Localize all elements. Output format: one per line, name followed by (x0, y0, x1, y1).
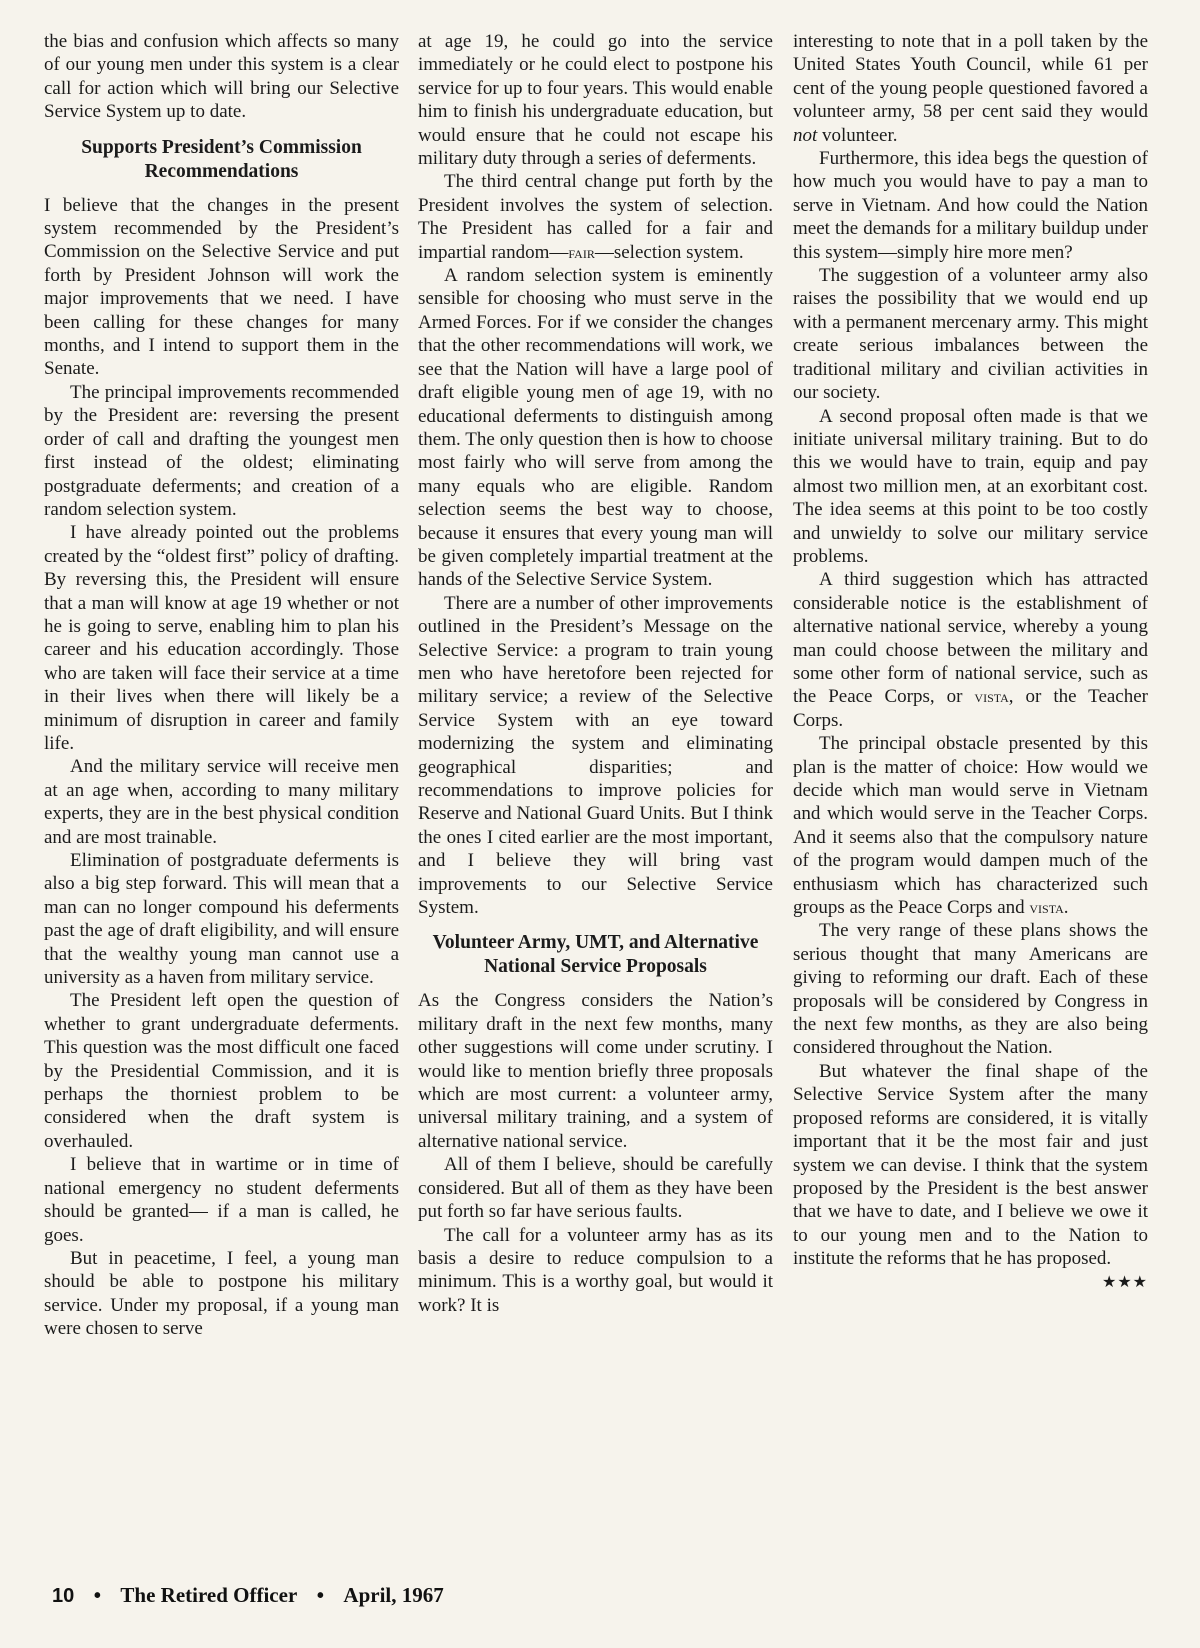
footer-bullet: • (93, 1585, 101, 1607)
paragraph: at age 19, he could go into the service immediately or he could elect to postpone his service for up to four years. This would enable him to finish his undergraduate education, but would ensure that he could not escape his military duty through a series of deferments. (418, 31, 773, 170)
paragraph: A random selection system is eminently sensible for choosing who must serve in the Armed Forces. For if we consider the changes that the other recommendations will work, we see that the Nation will have a large pool of draft eligible young men of age 19, with no educational deferments to distinguish among them. The only question then is how to choose most fairly who will serve from among the many equals who are eligible. Random selection seems the best way to choose, because it ensures that every young man will be given completely impartial treatment at the hands of the Selective Service System. (418, 265, 773, 591)
section-heading: Supports President’s Commission Recommendations (81, 136, 362, 182)
end-mark-stars: ★★★ (1101, 1273, 1148, 1291)
page-footer (52, 1583, 458, 1608)
paragraph (793, 30, 1148, 147)
paragraph: The President left open the question of whether to grant undergraduate deferments. This question was the most difficult one faced by the Presidential Commission, and it is perhaps the thorniest problem to be considered when the draft system is overhauled. (44, 990, 399, 1152)
paragraph: There are a number of other improvements outlined in the President’s Message on the Selective Service: a program to train young men who have heretofore been rejected for military service; a review of the Selective Service System with an eye toward modernizing the system and eliminating geographical disparities; and recommendations to improve policies for Reserve and National Guard Units. But I think the ones I cited earlier are the most important, and I believe they will bring vast improvements to our Selective Service System. (418, 592, 773, 919)
paragraph-text: A third suggestion which has attracted considerable notice is the establishment of alternative national service, whereby a young man could choose between the military and some other form of national service, such as the Peace Corps, or (793, 569, 1148, 708)
paragraph: Elimination of postgraduate deferments is also a big step forward. This will mean that a man can no longer compound his deferments past the age of draft eligibility, and will ensure that the wealthy young man cannot use a university as a haven from military service. (44, 850, 399, 989)
paragraph: A second proposal often made is that we initiate universal military training. But to do this we would have to train, equip and pay almost two million men, at an exorbitant cost. The idea seems at this point to be too costly and unwieldy to solve our military service problems. (793, 405, 1148, 567)
paragraph: I have already pointed out the problems created by the “oldest first” policy of drafting. By reversing this, the President will ensure that a man will know at age 19 whether or not he is going to serve, enabling him to plan his career and his education accordingly. Those who are taken will face their service at a time in their lives when there will likely be a minimum of disruption in career and family life. (44, 522, 399, 754)
paragraph: As the Congress considers the Nation’s military draft in the next few months, many other suggestions will come under scrutiny. I would like to mention briefly three proposals which are most current: a volunteer army, universal military training, and a system of alternative national service. (418, 990, 773, 1152)
section-heading: Volunteer Army, UMT, and Alternative National Service Proposals (432, 932, 759, 978)
paragraph-text: , or the Teacher Corps. (793, 686, 1148, 731)
paragraph: The very range of these plans shows the serious thought that many Americans are giving to reforming our draft. Each of these proposals will be considered by Congress in the next few months, as they are also being considered throughout the Nation. (793, 920, 1148, 1059)
paragraph (793, 568, 1148, 732)
text-column-1 (44, 30, 399, 1341)
paragraph: The principal improvements recommended by the President are: reversing the present order of call and drafting the youngest men first instead of the oldest; eliminating postgraduate deferments; and creation of a random selection system. (44, 381, 399, 520)
paragraph: All of them I believe, should be carefully considered. But all of them as they have been put forth so far have serious faults. (418, 1154, 773, 1223)
italic-text: not (793, 124, 818, 146)
small-caps-text: vista (974, 686, 1009, 707)
text-column-3 (793, 30, 1148, 1294)
footer-bullet: • (316, 1585, 324, 1607)
small-caps-text: vista (1029, 897, 1064, 918)
paragraph: I believe that the changes in the present system recommended by the President’s Commission on the Selective Service and put forth by President Johnson will work the major improvements that we need. I have been calling for these changes for many months, and I intend to support them in the Senate. (44, 194, 399, 380)
paragraph-text: The third central change put forth by the President involves the system of selection. The President has called for a fair and impartial random— (418, 171, 773, 263)
publication-title: The Retired Officer (120, 1583, 298, 1607)
paragraph: I believe that in wartime or in time of national emergency no student deferments should be granted— if a man is called, he goes. (44, 1154, 399, 1246)
paragraph-text: But whatever the final shape of the Selective Service System after the many proposed reforms are considered, it is vitally important that it be the most fair and just system we can devise. I think that the system proposed by the President is the best answer that we have to date, and I believe we owe it to our young men and to the Nation to institute the reforms that he has proposed. (793, 1060, 1148, 1270)
paragraph (418, 170, 773, 264)
small-caps-text: fair (568, 241, 595, 262)
paragraph-text: volunteer. (817, 124, 898, 146)
paragraph: But in peacetime, I feel, a young man should be able to postpone his military service. Under my proposal, if a young man were chosen to serve (44, 1247, 399, 1340)
paragraph: The call for a volunteer army has as its basis a desire to reduce compulsion to a minimum. This is a worthy goal, but would it work? It is (418, 1224, 773, 1316)
paragraph: And the military service will receive men at an age when, according to many military experts, they are in the best physical condition and are most trainable. (44, 756, 399, 848)
paragraph-text: interesting to note that in a poll taken by the United States Youth Council, while 61 per cent of the young people questioned favored a volunteer army, 58 per cent said they would (793, 31, 1148, 123)
paragraph: the bias and confusion which affects so many of our young men under this system is a clear call for action which will bring our Selective Service System up to date. (44, 31, 399, 123)
paragraph: The suggestion of a volunteer army also raises the possibility that we would end up with a permanent mercenary army. This might create serious imbalances between the traditional military and civilian activities in our society. (793, 265, 1148, 404)
paragraph (793, 1060, 1148, 1291)
page-number: 10 (52, 1585, 75, 1607)
paragraph (793, 732, 1148, 919)
paragraph-text: —selection system. (594, 241, 744, 263)
paragraph: Furthermore, this idea begs the question of how much you would have to pay a man to serve in Vietnam. And how could the Nation meet the demands for a military buildup under this system—simply hire more men? (793, 148, 1148, 263)
paragraph-text: The principal obstacle presented by this plan is the matter of choice: How would we decide which man would serve in Vietnam and which would serve in the Teacher Corps. And it seems also that the compulsory nature of the program would dampen much of the enthusiasm which has characterized such groups as the Peace Corps and (793, 733, 1148, 919)
paragraph-text: . (1063, 897, 1069, 919)
issue-date: April, 1967 (343, 1583, 444, 1607)
text-column-2 (418, 30, 773, 1317)
